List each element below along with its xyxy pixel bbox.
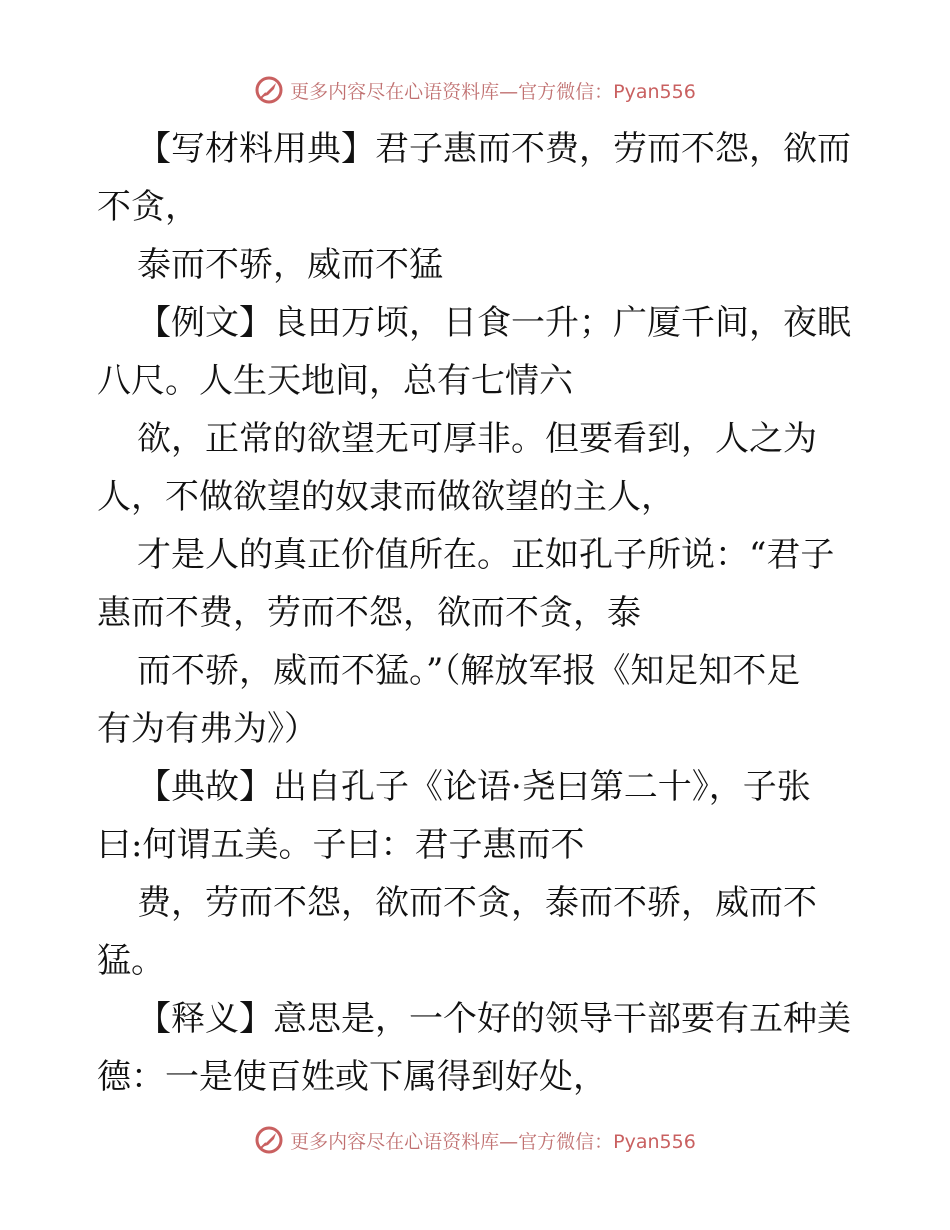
text-line: 【写材料用典】君子惠而不费，劳而不怨，欲而 — [137, 129, 851, 169]
text-line: 【例文】良田万顷，日食一升；广厦千间，夜眠 — [137, 303, 851, 343]
text-line: 猛。 — [97, 941, 165, 981]
quill-logo-icon — [254, 75, 284, 105]
text-line: 欲，正常的欲望无可厚非。但要看到，人之为 — [137, 419, 817, 459]
text-line: 不贪， — [97, 187, 199, 227]
text-line: 德：一是使百姓或下属得到好处， — [97, 1057, 607, 1097]
text-line: 费，劳而不怨，欲而不贪，泰而不骄，威而不 — [137, 883, 817, 923]
banner-handle: Pyan556 — [613, 1130, 696, 1153]
banner-text — [290, 77, 696, 104]
text-line: 有为有弗为》） — [97, 709, 318, 749]
text-line: 才是人的真正价值所在。正如孔子所说：“君子 — [137, 535, 835, 575]
header-banner — [0, 70, 950, 110]
text-line: 【典故】出自孔子《论语·尧曰第二十》，子张 — [137, 767, 811, 807]
quill-logo-icon — [254, 1125, 284, 1155]
footer-banner — [0, 1120, 950, 1160]
text-line: 【释义】意思是，一个好的领导干部要有五种美 — [137, 999, 851, 1039]
banner-text — [290, 1127, 696, 1154]
text-line: 惠而不费，劳而不怨，欲而不贪，泰 — [97, 593, 641, 633]
text-line: 而不骄，威而不猛。”（解放军报《知足知不足 — [137, 651, 801, 691]
text-line: 八尺。人生天地间，总有七情六 — [97, 361, 573, 401]
banner-label: 更多内容尽在心语资料库—官方微信： — [290, 1130, 614, 1153]
document-body — [97, 120, 857, 1106]
banner-handle: Pyan556 — [613, 80, 696, 103]
text-line: 泰而不骄，威而不猛 — [137, 245, 443, 285]
text-line: 人，不做欲望的奴隶而做欲望的主人， — [97, 477, 675, 517]
text-line: 曰:何谓五美。子曰：君子惠而不 — [97, 825, 585, 865]
banner-label: 更多内容尽在心语资料库—官方微信： — [290, 80, 614, 103]
